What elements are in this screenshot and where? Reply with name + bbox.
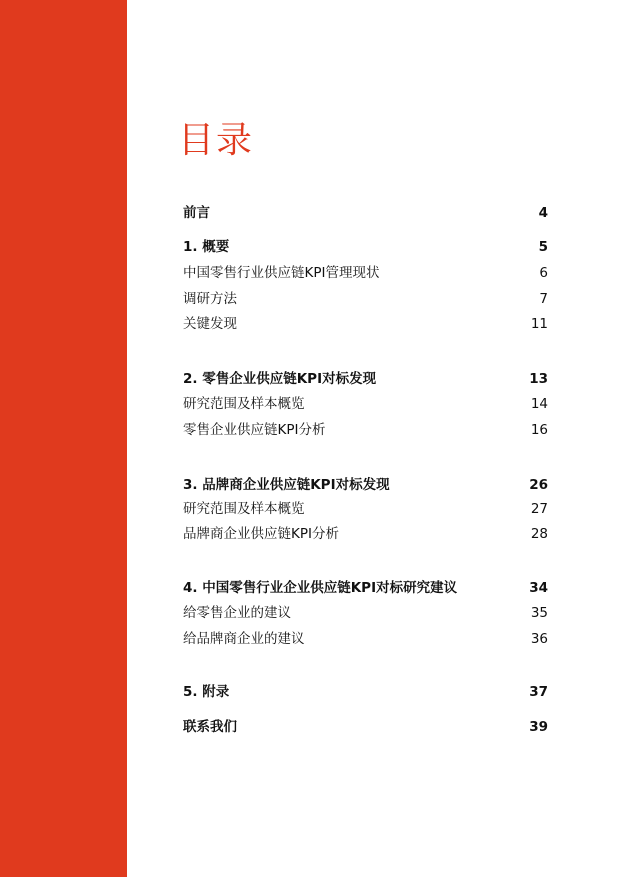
- toc-entry-page: 14: [530, 396, 548, 412]
- toc-entry-page: 34: [529, 580, 548, 596]
- toc-section-3[interactable]: [183, 473, 548, 493]
- toc-entry[interactable]: [183, 627, 548, 647]
- toc-entry-page: 13: [529, 371, 548, 387]
- toc-entry-page: 27: [530, 501, 548, 517]
- toc-entry[interactable]: [183, 418, 548, 438]
- toc-entry-page: 26: [529, 477, 548, 493]
- toc-entry[interactable]: [183, 312, 548, 332]
- toc-entry[interactable]: [183, 522, 548, 542]
- toc-entry[interactable]: [183, 392, 548, 412]
- toc-entry-contact[interactable]: [183, 715, 548, 735]
- toc-entry-label: 1. 概要: [183, 239, 230, 255]
- toc-section-2[interactable]: [183, 367, 548, 387]
- toc-section-4[interactable]: [183, 576, 548, 596]
- toc-entry-label: 中国零售行业供应链KPI管理现状: [183, 265, 380, 281]
- toc-entry[interactable]: [183, 287, 548, 307]
- toc-entry-label: 品牌商企业供应链KPI分析: [183, 526, 339, 542]
- toc-entry-label: 研究范围及样本概览: [183, 501, 305, 517]
- red-side-bar: [0, 0, 127, 877]
- toc-entry-label: 零售企业供应链KPI分析: [183, 422, 326, 438]
- toc-entry-page: 39: [529, 719, 548, 735]
- toc-entry[interactable]: [183, 601, 548, 621]
- toc-entry-page: 5: [538, 239, 548, 255]
- toc-entry[interactable]: [183, 497, 548, 517]
- toc-section-5[interactable]: [183, 680, 548, 700]
- toc-entry-label: 给品牌商企业的建议: [183, 631, 305, 647]
- toc-entry-label: 5. 附录: [183, 684, 230, 700]
- toc-entry-label: 2. 零售企业供应链KPI对标发现: [183, 371, 377, 387]
- toc-section-1[interactable]: [183, 235, 548, 255]
- toc-entry-label: 关键发现: [183, 316, 237, 332]
- toc-entry-page: 37: [529, 684, 548, 700]
- toc-entry-label: 3. 品牌商企业供应链KPI对标发现: [183, 477, 390, 493]
- toc-entry-preface[interactable]: [183, 201, 548, 221]
- toc-entry-label: 调研方法: [183, 291, 237, 307]
- toc-entry-page: 36: [530, 631, 548, 647]
- toc-entry[interactable]: [183, 261, 548, 281]
- toc-entry-label: 给零售企业的建议: [183, 605, 291, 621]
- toc-entry-label: 研究范围及样本概览: [183, 396, 305, 412]
- toc-entry-label: 4. 中国零售行业企业供应链KPI对标研究建议: [183, 580, 458, 596]
- toc-entry-page: 28: [530, 526, 548, 542]
- toc-entry-page: 16: [530, 422, 548, 438]
- toc-entry-page: 6: [539, 265, 548, 281]
- page-title: 目录: [178, 120, 255, 161]
- toc-entry-label: 联系我们: [183, 719, 237, 735]
- toc-entry-page: 11: [530, 316, 548, 332]
- toc-entry-page: 7: [539, 291, 548, 307]
- toc-entry-label: 前言: [183, 205, 210, 221]
- toc-entry-page: 4: [538, 205, 548, 221]
- toc-entry-page: 35: [530, 605, 548, 621]
